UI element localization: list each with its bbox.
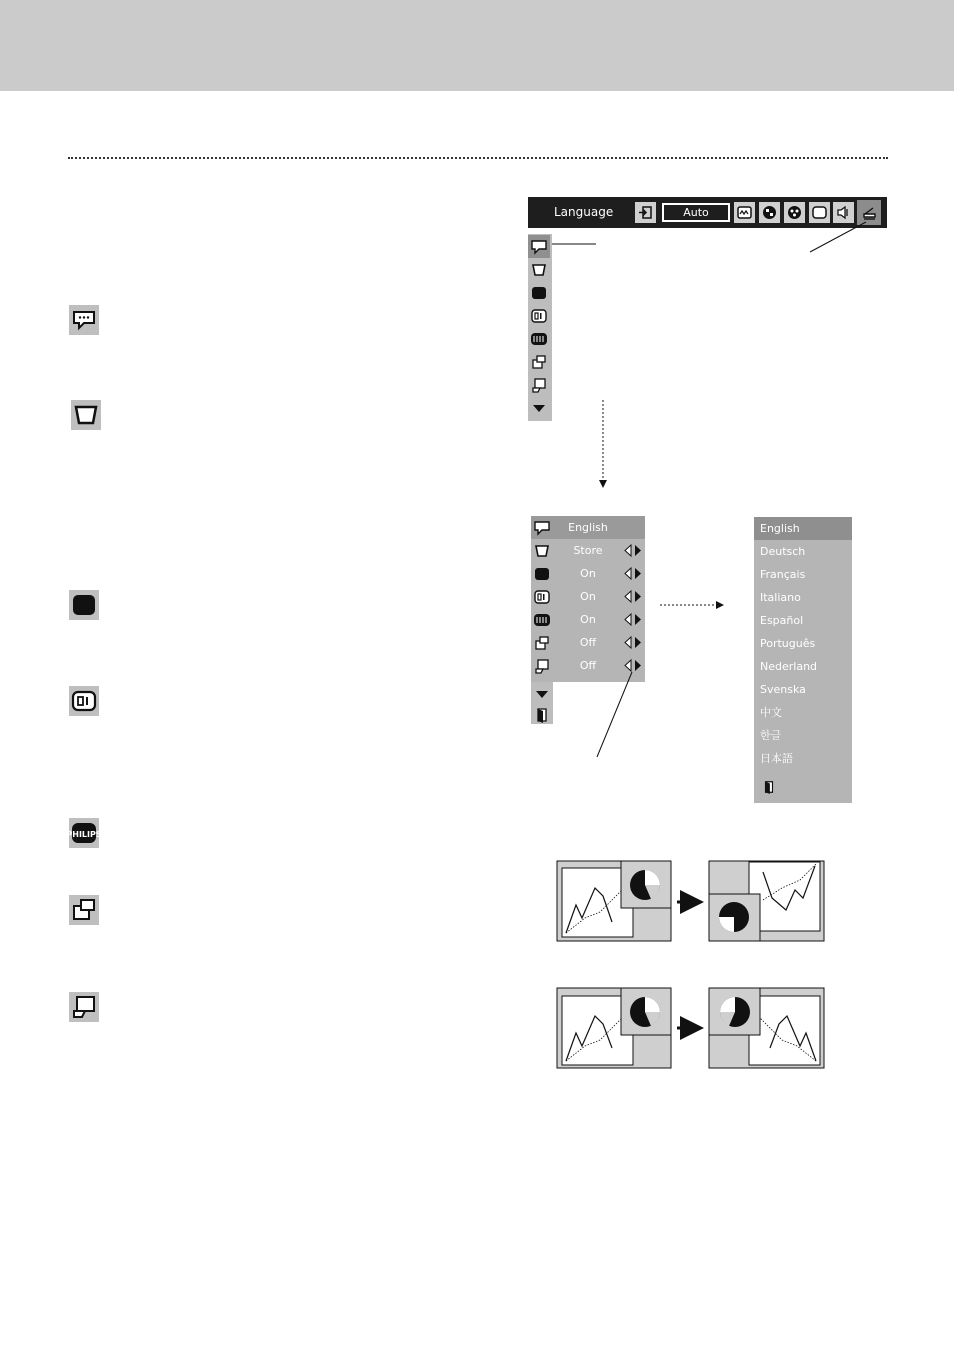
- display-icon: [69, 686, 99, 716]
- blue-back-icon: [69, 590, 99, 620]
- left-right-arrows-icon[interactable]: [624, 659, 642, 672]
- submenu-row-language[interactable]: [531, 516, 645, 539]
- callout-line: [597, 672, 632, 757]
- language-option[interactable]: Nederland: [760, 660, 818, 673]
- menu-icon-strip: [528, 234, 552, 421]
- pc-adjust-icon[interactable]: [734, 202, 755, 223]
- language-option[interactable]: 中文: [760, 706, 782, 719]
- rear-icon[interactable]: [528, 373, 550, 396]
- submenu-value: Off: [579, 659, 597, 672]
- display-icon[interactable]: [528, 304, 550, 327]
- rear-icon: [533, 657, 551, 675]
- philips-logo-icon: [66, 818, 102, 848]
- left-right-arrows-icon[interactable]: [624, 544, 642, 557]
- ceiling-icon: [533, 634, 551, 652]
- submenu-value: On: [580, 567, 596, 580]
- menu-title: Language: [554, 205, 614, 219]
- left-right-arrows-icon[interactable]: [624, 613, 642, 626]
- ceiling-diagram-before: [557, 861, 671, 941]
- ceiling-diagram-after: [709, 861, 824, 941]
- language-option[interactable]: 日本語: [760, 752, 793, 765]
- language-option[interactable]: Português: [760, 637, 816, 650]
- rear-diagram-before: [557, 988, 671, 1068]
- language-option[interactable]: Svenska: [760, 683, 806, 696]
- sound-icon[interactable]: [833, 202, 854, 223]
- language-list: [754, 517, 852, 803]
- submenu-value: On: [580, 613, 596, 626]
- logo-icon: [533, 611, 551, 629]
- language-icon: [69, 305, 99, 335]
- setting-submenu: [531, 516, 645, 682]
- auto-indicator: Auto: [662, 203, 730, 222]
- exit-door-icon[interactable]: [531, 703, 553, 726]
- submenu-row-display[interactable]: [531, 585, 645, 608]
- submenu-value: Off: [579, 636, 597, 649]
- submenu-bottom-strip: [531, 682, 553, 724]
- blue-back-icon[interactable]: [528, 281, 550, 304]
- submenu-value: On: [580, 590, 596, 603]
- language-option[interactable]: Français: [760, 568, 806, 581]
- submenu-row-keystone[interactable]: [531, 539, 645, 562]
- language-option[interactable]: Italiano: [760, 591, 801, 604]
- language-icon[interactable]: [528, 235, 550, 258]
- language-option[interactable]: English: [754, 517, 852, 540]
- ceiling-icon: [69, 895, 99, 925]
- input-icon[interactable]: [635, 202, 656, 223]
- image-select-icon[interactable]: [759, 202, 780, 223]
- left-right-arrows-icon[interactable]: [624, 590, 642, 603]
- exit-door-icon[interactable]: [762, 779, 776, 795]
- screen-icon[interactable]: [809, 202, 830, 223]
- language-option[interactable]: Español: [760, 614, 804, 627]
- philips-logo-text: PHILIPS: [66, 830, 102, 839]
- display-icon: [533, 588, 551, 606]
- left-right-arrows-icon[interactable]: [624, 567, 642, 580]
- header-band: [0, 0, 954, 91]
- submenu-value: English: [568, 521, 608, 534]
- keystone-icon: [71, 400, 101, 430]
- submenu-row-rear[interactable]: [531, 654, 645, 677]
- image-adjust-icon[interactable]: [784, 202, 805, 223]
- rear-diagram-after: [709, 988, 824, 1068]
- setting-icon[interactable]: [857, 200, 881, 225]
- keystone-icon: [533, 542, 551, 560]
- divider: [68, 157, 888, 159]
- submenu-row-ceiling[interactable]: [531, 631, 645, 654]
- logo-icon[interactable]: [528, 327, 550, 350]
- language-option[interactable]: Deutsch: [760, 545, 806, 558]
- scroll-down-icon[interactable]: [528, 396, 550, 419]
- blue-back-icon: [533, 565, 551, 583]
- submenu-value: Store: [573, 544, 603, 557]
- left-right-arrows-icon[interactable]: [624, 636, 642, 649]
- main-menu-bar: [528, 197, 887, 228]
- submenu-row-blue-back[interactable]: [531, 562, 645, 585]
- language-icon: [533, 519, 551, 537]
- rear-icon: [69, 992, 99, 1022]
- ceiling-icon[interactable]: [528, 350, 550, 373]
- keystone-icon[interactable]: [528, 258, 550, 281]
- submenu-row-logo[interactable]: [531, 608, 645, 631]
- language-option[interactable]: 한글: [760, 729, 782, 742]
- scroll-down-icon[interactable]: [531, 682, 553, 705]
